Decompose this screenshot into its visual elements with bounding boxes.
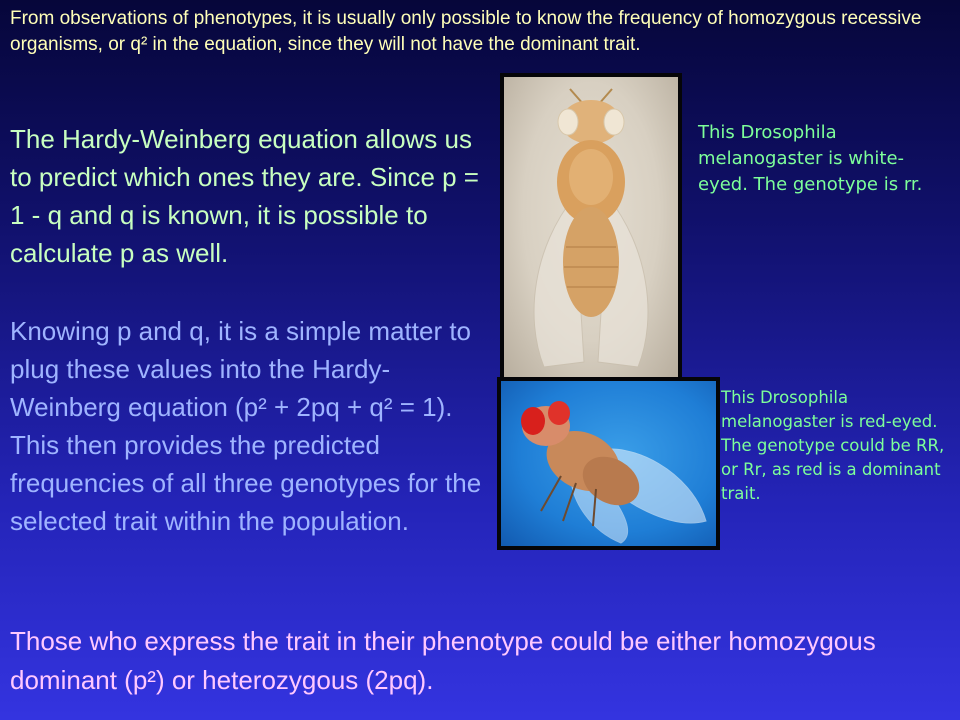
red-eyed-fly-drawing (501, 381, 716, 546)
red-eyed-caption: This Drosophila melanogaster is red-eyed. The genotype could be RR, or Rr, as red is a dominant trait. (721, 388, 945, 503)
white-eyed-fly-photo (500, 73, 682, 381)
intro-paragraph: From observations of phenotypes, it is usually only possible to know the frequency of homozygous recessive organisms, or q² in the equation, since they will not have the dominant trait. (10, 8, 922, 55)
knowing-p-and-q-paragraph: Knowing p and q, it is a simple matter to plug these values into the Hardy-Weinberg equation (p² + 2pq + q² = 1). This then provides the predicted frequencies of all three genotypes for the selected trait within the population. (10, 316, 482, 536)
red-eyed-fly-photo (497, 377, 720, 550)
white-eyed-caption: This Drosophila melanogaster is white-eyed. The genotype is rr. (698, 122, 923, 195)
white-eyed-fly-drawing (504, 77, 678, 377)
hardy-weinberg-paragraph: The Hardy-Weinberg equation allows us to predict which ones they are. Since p = 1 - q and q is known, it is possible to calculate p as well. (10, 124, 479, 268)
phenotype-paragraph: Those who express the trait in their phenotype could be either homozygous dominant (p²) or heterozygous (2pq). (10, 626, 876, 695)
